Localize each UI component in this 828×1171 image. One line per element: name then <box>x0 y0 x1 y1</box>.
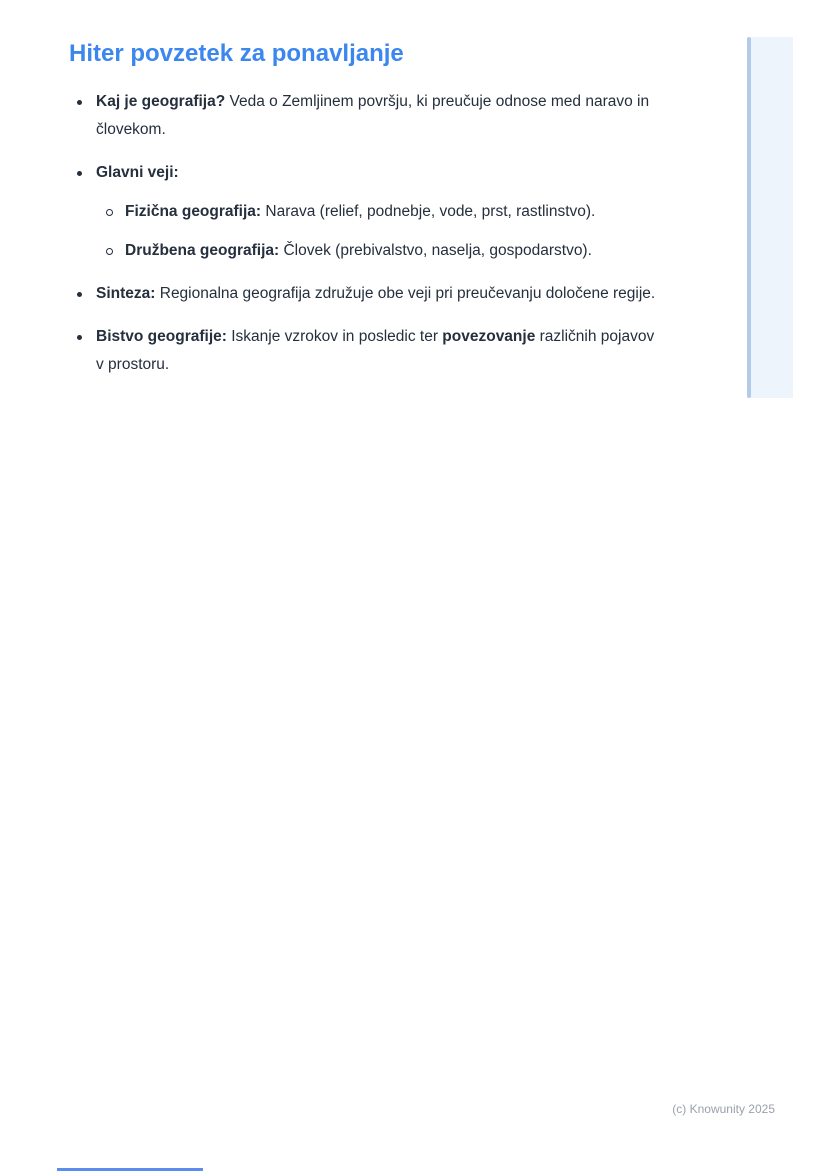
list-item-text: Sinteza: Regionalna geografija združuje obe veji pri preučevanju določene regije. <box>96 285 656 302</box>
list-item <box>69 280 661 308</box>
bullet-disc-icon <box>77 335 82 340</box>
list-item-text: Bistvo geografije: Iskanje vzrokov in posledic ter povezovanje različnih pojavov v prostoru. <box>96 328 655 373</box>
page-title: Hiter povzetek za ponavljanje <box>69 40 404 67</box>
summary-list <box>69 88 661 379</box>
bullet-disc-icon <box>77 171 82 176</box>
bullet-circle-icon <box>106 209 113 216</box>
list-item <box>69 159 661 265</box>
bullet-disc-icon <box>77 292 82 297</box>
list-item-text: Glavni veji: <box>96 164 179 181</box>
sub-list-item <box>96 198 661 226</box>
copyright-note: (c) Knowunity 2025 <box>672 1102 775 1116</box>
summary-section <box>69 40 661 394</box>
list-item-text: Družbena geografija: Človek (prebivalstvo, naselja, gospodarstvo). <box>125 242 592 259</box>
bullet-disc-icon <box>77 100 82 105</box>
list-item-text: Kaj je geografija? Veda o Zemljinem površju, ki preučuje odnose med naravo in človekom. <box>96 93 650 138</box>
side-highlight-panel <box>751 37 793 398</box>
list-item <box>69 323 661 379</box>
bullet-circle-icon <box>106 248 113 255</box>
list-item-text: Fizična geografija: Narava (relief, podnebje, vode, prst, rastlinstvo). <box>125 203 596 220</box>
sub-list <box>96 198 661 265</box>
sub-list-item <box>96 237 661 265</box>
list-item <box>69 88 661 144</box>
